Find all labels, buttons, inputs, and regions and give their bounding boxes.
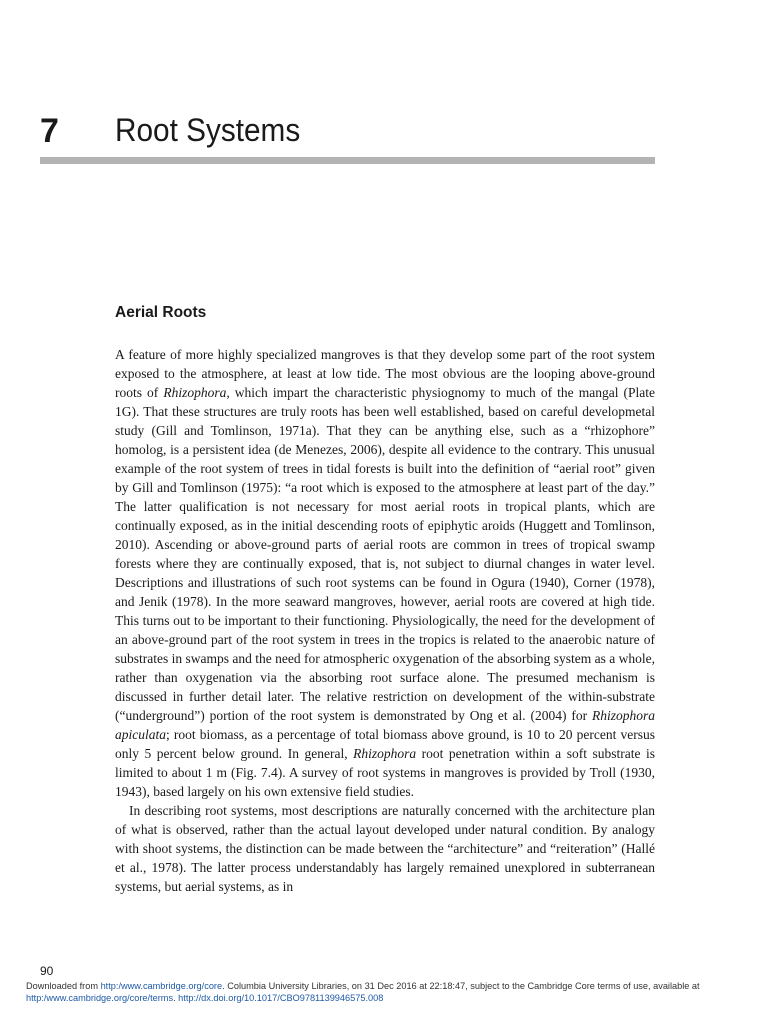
download-prefix: Downloaded from xyxy=(26,981,101,991)
italic-genus-rhizophora-2: Rhizophora xyxy=(353,746,417,761)
section-heading: Aerial Roots xyxy=(115,304,207,321)
chapter-title: Root Systems xyxy=(115,112,301,148)
chapter-number: 7 xyxy=(40,112,59,150)
italic-species-rhizophora-apiculata: Rhizophora apiculata xyxy=(115,708,655,742)
download-notice-line-1 xyxy=(26,980,756,992)
title-rule xyxy=(40,157,655,164)
download-suffix: . Columbia University Libraries, on 31 Dec 2016 at 22:18:47, subject to the Cambridge Core terms of use, available at xyxy=(222,981,700,991)
paragraph-2: In describing root systems, most descriptions are naturally concerned with the architecture plan of what is observed, rather than the actual layout developed under natural condition. By analogy with shoot systems, the distinction can be made between the “architecture” and “reiteration” (Hallé et al., 1978). The latter process understandably has largely remained unexplored in subterranean systems, but aerial systems, as in xyxy=(115,803,655,894)
paragraph-1 xyxy=(115,345,655,801)
paragraph-1-text-c: ; root biomass, as a percentage of total biomass above ground, is 10 to 20 percent versus only 5 percent below ground. In general, xyxy=(115,727,655,761)
download-notice-line-2 xyxy=(26,992,756,1004)
body-text xyxy=(115,345,655,896)
italic-genus-rhizophora: Rhizophora xyxy=(163,385,227,400)
paragraph-1-text-a: A feature of more highly specialized mangroves is that they develop some part of the root system exposed to the atmosphere, at least at low tide. The most obvious are the looping above-ground roots of xyxy=(115,347,655,400)
paragraph-1-text-d: root penetration within a soft substrate is limited to about 1 m (Fig. 7.4). A survey of root systems in mangroves is provided by Troll (1930, 1943), based largely on his own extensive field studies. xyxy=(115,746,655,799)
page-number: 90 xyxy=(40,964,54,978)
paragraph-1-text-b: , which impart the characteristic physiognomy to much of the mangal (Plate 1G). That these structures are truly roots has been well established, based on careful developmetal study (Gill and Tomlinson, 1971a). That they can be anything else, such as a “rhizophore” homolog, is a persistent idea (de Menezes, 2006), despite all evidence to the contrary. This unusual example of the root system of trees in tidal forests is built into the definition of “aerial root” given by Gill and Tomlinson (1975): “a root which is exposed to the atmosphere at least part of the day.” The latter qualification is not necessary for most aerial roots in tropical plants, which are continually exposed, as in the initial descending roots of epiphytic aroids (Huggett and Tomlinson, 2010). Ascending or above-ground parts of aerial roots are common in trees of tropical swamp forests where they are continually exposed, that is, not subject to diurnal changes in water level. Descriptions and illustrations of such root systems can be found in Ogura (1940), Corner (1978), and Jenik (1978). In the more seaward mangroves, however, aerial roots are covered at high tide. This turns out to be important to their functioning. Physiologically, the need for the development of an above-ground part of the root system in trees in the tropics is related to the anaerobic nature of substrates in swamps and the need for atmospheric oxygenation of the absorbing system as a whole, rather than oxygenation via the absorbing root surface alone. The presumed mechanism is discussed in further detail later. The relative restriction on development of the within-substrate (“underground”) portion of the root system is demonstrated by Ong et al. (2004) for xyxy=(115,385,655,723)
link-separator: . xyxy=(173,993,179,1003)
cambridge-core-link[interactable]: http:/www.cambridge.org/core xyxy=(100,981,223,991)
doi-link[interactable]: http://dx.doi.org/10.1017/CBO9781139946575.008 xyxy=(178,993,384,1003)
terms-link[interactable]: http:/www.cambridge.org/core/terms xyxy=(26,993,174,1003)
